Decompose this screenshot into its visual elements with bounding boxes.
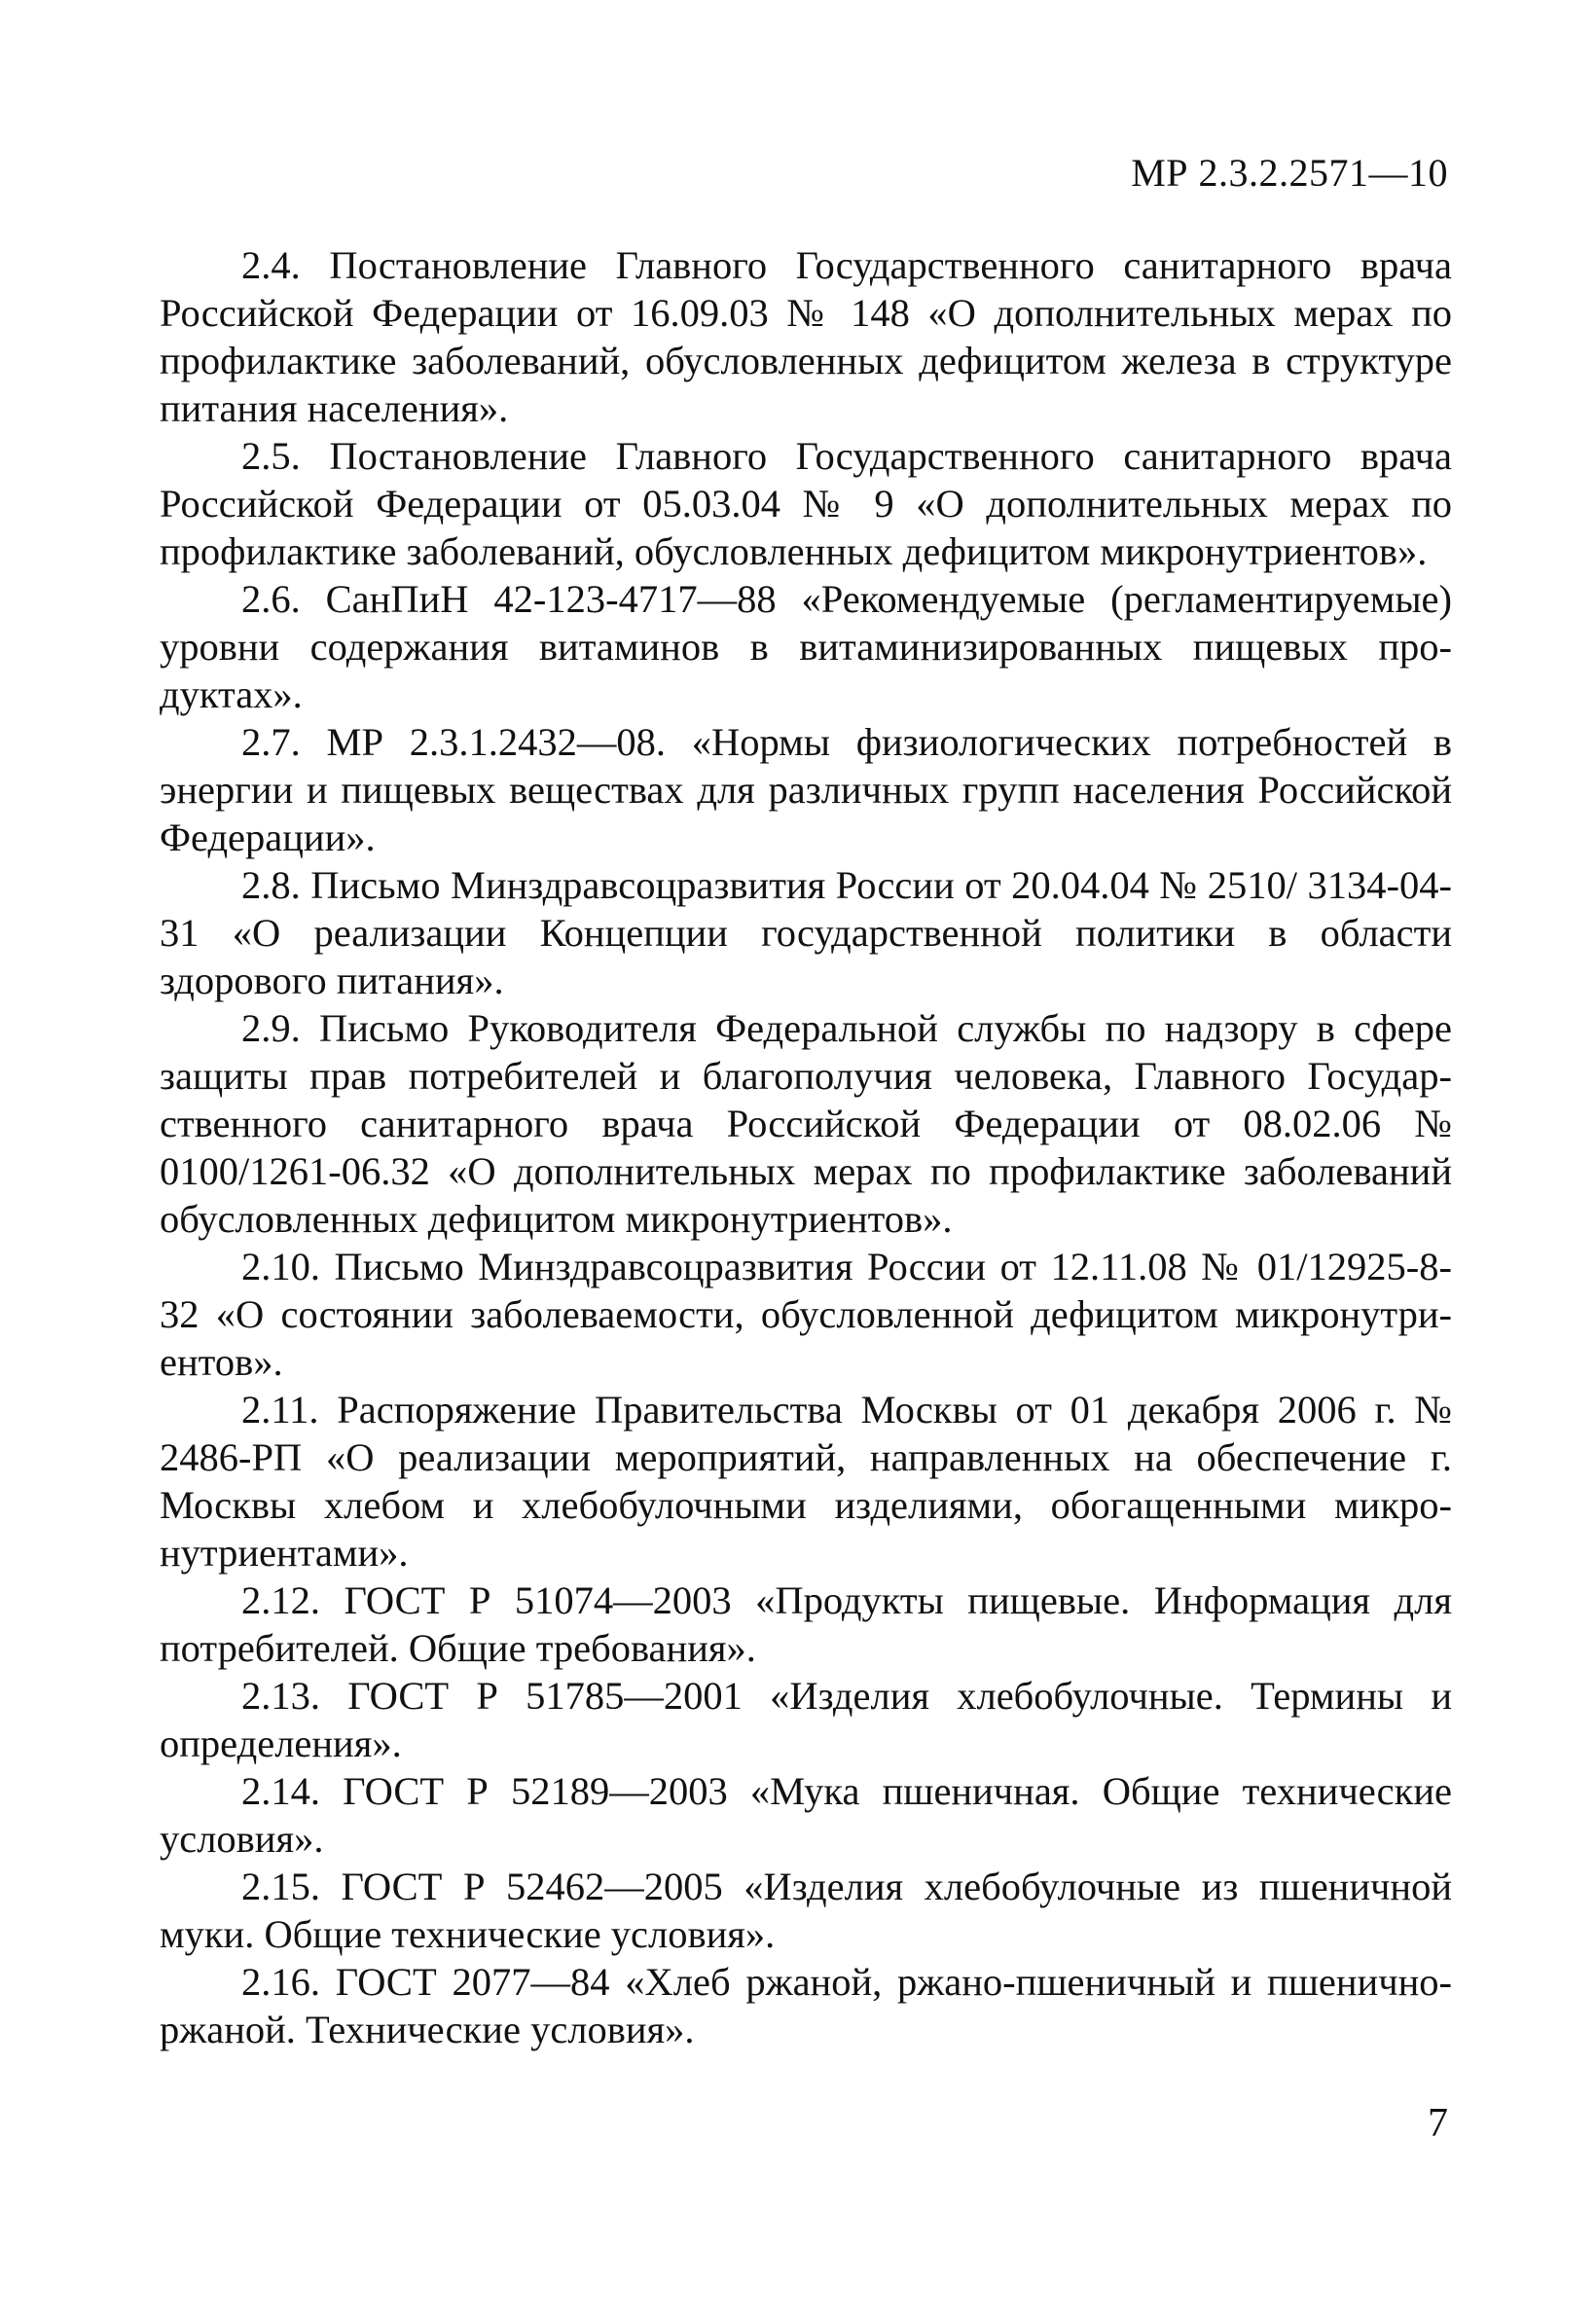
list-item: 2.8. Письмо Минздравсоцразвития России от 20.04.04 № 2510/ 3134-04-31 «О реализации Концепции государственной политики в области здорового питания». <box>160 863 1452 1002</box>
list-item: 2.10. Письмо Минздравсоцразвития России от 12.11.08 № 01/12925-8-32 «О состоянии заболеваемости, обусловленной дефицитом микронутриентов». <box>160 1245 1452 1384</box>
list-item: 2.9. Письмо Руководителя Федеральной службы по надзору в сфере защиты прав потребителей и благополучия человека, Главного Государственного санитарного врача Российской Федерации от 08.02.06 № 0100/1261-06.32 «О дополнительных мерах по профилактике заболеваний обусловленных дефицитом микронутриентов». <box>160 1006 1452 1241</box>
list-item: 2.4. Постановление Главного Государственного санитарного врача Российской Федерации от 16.09.03 № 148 «О дополнительных мерах по профилактике заболеваний, обусловленных дефицитом железа в структуре питания населения». <box>160 243 1452 430</box>
list-item: 2.7. МР 2.3.1.2432—08. «Нормы физиологических потребностей в энергии и пищевых веществах для различных групп населения Российской Федерации». <box>160 720 1452 859</box>
document-code: МР 2.3.2.2571—10 <box>1131 151 1448 195</box>
list-item: 2.6. СанПиН 42-123-4717—88 «Рекомендуемые (регламентируемые) уровни содержания витаминов в витаминизированных пищевых продуктах». <box>160 577 1452 716</box>
list-item: 2.13. ГОСТ Р 51785—2001 «Изделия хлебобулочные. Термины и определения». <box>160 1674 1452 1765</box>
list-item: 2.11. Распоряжение Правительства Москвы от 01 декабря 2006 г. № 2486-РП «О реализации мероприятий, направленных на обеспечение г. Москвы хлебом и хлебобулочными изделиями, обогащенными микронутриентами». <box>160 1388 1452 1575</box>
list-item: 2.16. ГОСТ 2077—84 «Хлеб ржаной, ржано-пшеничный и пшенично-ржаной. Технические условия». <box>160 1960 1452 2051</box>
list-item: 2.12. ГОСТ Р 51074—2003 «Продукты пищевые. Информация для потребителей. Общие требования». <box>160 1578 1452 1670</box>
list-item: 2.14. ГОСТ Р 52189—2003 «Мука пшеничная. Общие технические условия». <box>160 1769 1452 1861</box>
list-item: 2.5. Постановление Главного Государственного санитарного врача Российской Федерации от 05.03.04 № 9 «О дополнительных мерах по профилактике заболеваний, обусловленных дефицитом микронутриентов». <box>160 434 1452 573</box>
reference-list <box>160 241 1452 2053</box>
page-number: 7 <box>1428 2101 1448 2146</box>
list-item: 2.15. ГОСТ Р 52462—2005 «Изделия хлебобулочные из пшеничной муки. Общие технические условия». <box>160 1865 1452 1956</box>
